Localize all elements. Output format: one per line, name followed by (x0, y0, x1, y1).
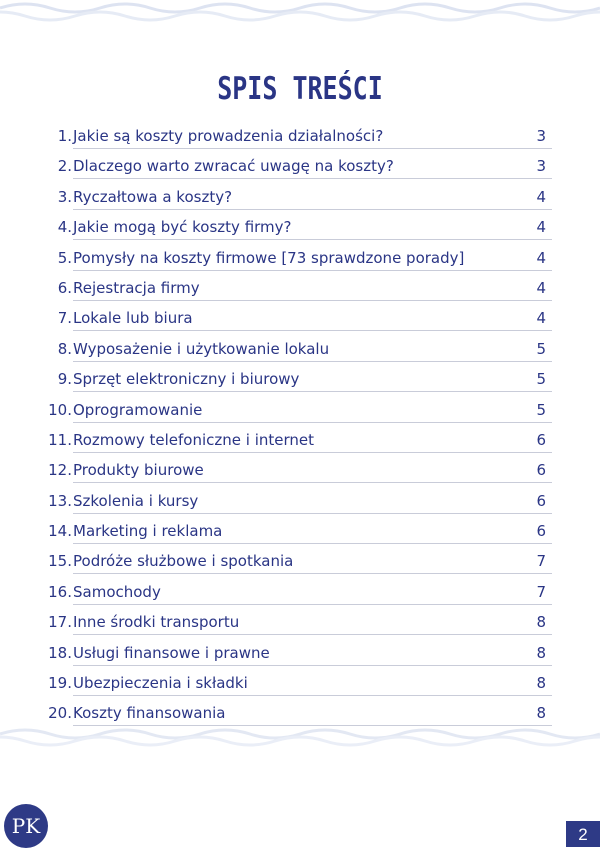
toc-entry-label: Dlaczego warto zwracać uwagę na koszty? (73, 157, 394, 176)
toc-entry-underline (73, 604, 552, 605)
toc-entry-number: 8. (57, 339, 72, 358)
toc-entry[interactable] (44, 154, 554, 184)
toc-entry-underline (73, 573, 552, 574)
toc-entry-underline (73, 665, 552, 666)
toc-entry[interactable] (44, 549, 554, 579)
toc-entry-page: 6 (536, 522, 546, 541)
toc-entry-underline (73, 330, 552, 331)
toc-entry-page: 8 (536, 643, 546, 662)
toc-entry-label: Oprogramowanie (73, 400, 203, 419)
toc-entry-underline (73, 543, 552, 544)
toc-entry-number: 2. (57, 157, 72, 176)
toc-entry[interactable] (44, 337, 554, 367)
toc-entry-underline (73, 634, 552, 635)
toc-entry-number: 14. (48, 522, 72, 541)
toc-entry-underline (73, 513, 552, 514)
toc-entry-underline (73, 178, 552, 179)
toc-entry-page: 5 (536, 400, 546, 419)
toc-entry-number: 16. (48, 582, 72, 601)
toc-entry-label: Samochody (73, 582, 161, 601)
toc-entry-label: Usługi finansowe i prawne (73, 643, 270, 662)
toc-entry-page: 3 (536, 127, 546, 145)
toc-entry-label: Sprzęt elektroniczny i biurowy (73, 370, 300, 389)
toc-entry[interactable] (44, 215, 554, 245)
toc-entry-label: Ryczałtowa a koszty? (73, 187, 233, 206)
page-title: SPIS TREŚCI (217, 70, 383, 107)
toc-entry-page: 8 (536, 704, 546, 723)
toc-entry[interactable] (44, 306, 554, 336)
toc-entry-label: Podróże służbowe i spotkania (73, 552, 294, 571)
toc-entry-page: 5 (536, 370, 546, 389)
toc-entry[interactable] (44, 185, 554, 215)
toc-entry[interactable] (44, 458, 554, 488)
toc-entry-page: 4 (536, 187, 546, 206)
toc-entry-underline (73, 148, 552, 149)
toc-entry-underline (73, 209, 552, 210)
toc-entry-number: 17. (48, 613, 72, 632)
toc-entry[interactable] (44, 610, 554, 640)
toc-entry-underline (73, 391, 552, 392)
toc-entry-page: 7 (536, 552, 546, 571)
toc-entry[interactable] (44, 124, 554, 154)
toc-entry-underline (73, 452, 552, 453)
toc-entry-underline (73, 695, 552, 696)
toc-entry-label: Pomysły na koszty firmowe [73 sprawdzone porady] (73, 248, 465, 267)
toc-entry-label: Ubezpieczenia i składki (73, 674, 248, 693)
toc-entry[interactable] (44, 428, 554, 458)
toc-entry-underline (73, 361, 552, 362)
toc-entry-underline (73, 239, 552, 240)
pk-logo: PK (4, 804, 48, 848)
toc-entry[interactable] (44, 489, 554, 519)
toc-entry-number: 20. (48, 704, 72, 723)
toc-entry[interactable] (44, 519, 554, 549)
toc-entry-number: 4. (57, 218, 72, 237)
toc-entry-label: Wyposażenie i użytkowanie lokalu (73, 339, 330, 358)
toc-entry-underline (73, 270, 552, 271)
toc-entry-page: 6 (536, 461, 546, 480)
toc-entry[interactable] (44, 276, 554, 306)
toc-entry-page: 8 (536, 674, 546, 693)
page-number-badge: 2 (566, 821, 600, 847)
toc-entry-label: Szkolenia i kursy (73, 491, 199, 510)
toc-entry-page: 4 (536, 309, 546, 328)
toc-entry-number: 19. (48, 674, 72, 693)
toc-entry-number: 11. (48, 430, 72, 449)
toc-entry-label: Jakie mogą być koszty firmy? (73, 218, 292, 237)
toc-entry-underline (73, 482, 552, 483)
toc-entry-number: 12. (48, 461, 72, 480)
toc-entry-label: Rejestracja firmy (73, 278, 200, 297)
toc-entry-page: 8 (536, 613, 546, 632)
toc-entry-label: Rozmowy telefoniczne i internet (73, 430, 315, 449)
toc-entry-page: 4 (536, 278, 546, 297)
decorative-waves-top (0, 0, 600, 24)
toc-entry[interactable] (44, 246, 554, 276)
toc-entry-page: 5 (536, 339, 546, 358)
toc-entry-number: 9. (57, 370, 72, 389)
toc-entry[interactable] (44, 671, 554, 701)
toc-entry-page: 6 (536, 430, 546, 449)
decorative-waves-bottom (0, 726, 600, 748)
toc-entry-page: 7 (536, 582, 546, 601)
toc-entry-underline (73, 300, 552, 301)
toc-entry[interactable] (44, 398, 554, 428)
toc-entry-underline (73, 422, 552, 423)
toc-entry-label: Produkty biurowe (73, 461, 204, 480)
toc-entry[interactable] (44, 641, 554, 671)
toc-entry-number: 3. (57, 187, 72, 206)
toc-entry-page: 3 (536, 157, 546, 176)
toc-entry[interactable] (44, 367, 554, 397)
toc-entry-number: 10. (48, 400, 72, 419)
toc-entry-page: 4 (536, 218, 546, 237)
toc-entry-label: Marketing i reklama (73, 522, 223, 541)
toc-entry-number: 15. (48, 552, 72, 571)
toc-entry-page: 6 (536, 491, 546, 510)
toc-entry-page: 4 (536, 248, 546, 267)
toc-entry-number: 6. (57, 278, 72, 297)
toc-entry-label: Koszty finansowania (73, 704, 226, 723)
toc-entry[interactable] (44, 580, 554, 610)
table-of-contents (44, 124, 554, 732)
toc-entry-label: Jakie są koszty prowadzenia działalności? (73, 127, 384, 145)
toc-entry-number: 18. (48, 643, 72, 662)
toc-entry-label: Inne środki transportu (73, 613, 240, 632)
toc-entry-number: 5. (57, 248, 72, 267)
toc-entry-number: 1. (57, 127, 72, 145)
toc-entry-number: 7. (57, 309, 72, 328)
toc-entry-number: 13. (48, 491, 72, 510)
toc-entry-label: Lokale lub biura (73, 309, 193, 328)
